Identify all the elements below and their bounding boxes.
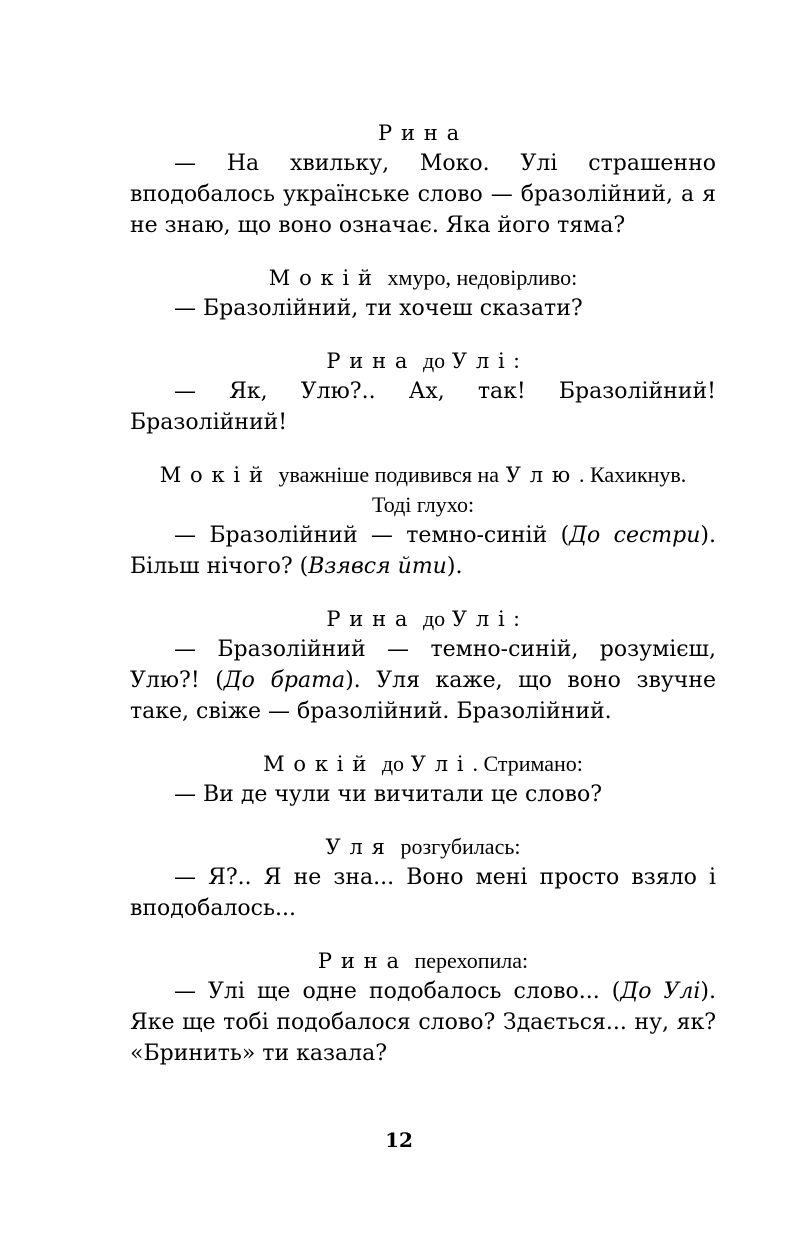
- speaker-name: Рина: [326, 349, 417, 373]
- speaker-name: Мокій: [268, 266, 381, 290]
- speaker-line: [130, 604, 716, 634]
- dialogue-line: [130, 634, 716, 727]
- stage-direction-tail: . Кахикнув.: [579, 462, 687, 487]
- stage-direction: до: [422, 606, 446, 631]
- dialogue-text: ). Яке ще тобі подобалося слово? Здається... ну, як? «Бринить» ти казала?: [130, 979, 716, 1066]
- speaker-name: Уля: [325, 835, 394, 859]
- speaker-name: Мокій: [159, 463, 272, 487]
- addressee-name: Улі: [410, 752, 473, 776]
- addressee-name: Улю: [505, 463, 580, 487]
- dialogue-line: — На хвильку, Моко. Улі страшенно вподобалось українське слово — бразолійний, а я не знаю, що воно означає. Яка його тяма?: [130, 151, 716, 238]
- dialogue-line: — Я?.. Я не зна... Воно мені просто взяло і вподобалось...: [130, 865, 716, 921]
- speaker-line: [130, 832, 716, 862]
- speaker-line-continued: [130, 490, 716, 520]
- dialogue-text: — Бразолійний — темно-синій (: [174, 523, 570, 548]
- inline-direction: До Улі: [620, 979, 701, 1004]
- speaker-name: Рина: [326, 607, 417, 631]
- stage-direction: до: [381, 751, 405, 776]
- speaker-name: Рина: [378, 121, 468, 145]
- stage-direction-tail: :: [513, 348, 520, 373]
- dialogue-line: — Ви де чули чи вичитали це слово?: [174, 782, 603, 807]
- dialogue-line: [130, 520, 716, 582]
- stage-direction-tail: . Стримано:: [472, 751, 583, 776]
- dialogue-text: ).: [446, 554, 463, 579]
- speaker-line: [130, 263, 716, 293]
- dialogue-line: [130, 976, 716, 1069]
- inline-direction: До сестри: [569, 523, 701, 548]
- stage-direction: до: [422, 348, 446, 373]
- inline-direction: Взявся йти: [308, 554, 447, 579]
- speaker-line: [130, 460, 716, 490]
- speaker-line: [130, 346, 716, 376]
- addressee-name: Улі: [451, 349, 514, 373]
- speaker-name: Мокій: [263, 752, 376, 776]
- dialogue-line: — Бразолійний, ти хочеш сказати?: [174, 296, 583, 321]
- stage-direction-tail: :: [513, 606, 520, 631]
- stage-direction: уважніше подивився на: [278, 462, 500, 487]
- addressee-name: Улі: [451, 607, 514, 631]
- stage-direction: перехопила:: [414, 948, 529, 973]
- speaker-name: Рина: [317, 949, 408, 973]
- dialogue-text: — Бразолійний — темно-синій, розумієш, Улю?! (: [130, 637, 716, 693]
- speaker-line: [130, 118, 716, 148]
- speaker-line: [130, 749, 716, 779]
- page-number: 12: [385, 1128, 413, 1152]
- dialogue-text: ). Більш нічого? (: [130, 523, 716, 579]
- dialogue-line: — Як, Улю?.. Ах, так! Бразолійний! Бразолійний!: [130, 379, 716, 435]
- page-body: [130, 118, 716, 1069]
- stage-direction: Тоді глухо:: [371, 492, 475, 517]
- dialogue-text: ). Уля каже, що воно звучне таке, свіже — бразолійний. Бразолійний.: [130, 668, 716, 724]
- speaker-line: [130, 946, 716, 976]
- dialogue-text: — Улі ще одне подобалось слово... (: [174, 979, 621, 1004]
- inline-direction: До брата: [223, 668, 346, 693]
- stage-direction: розгубилась:: [400, 834, 521, 859]
- stage-direction: хмуро, недовірливо:: [387, 265, 578, 290]
